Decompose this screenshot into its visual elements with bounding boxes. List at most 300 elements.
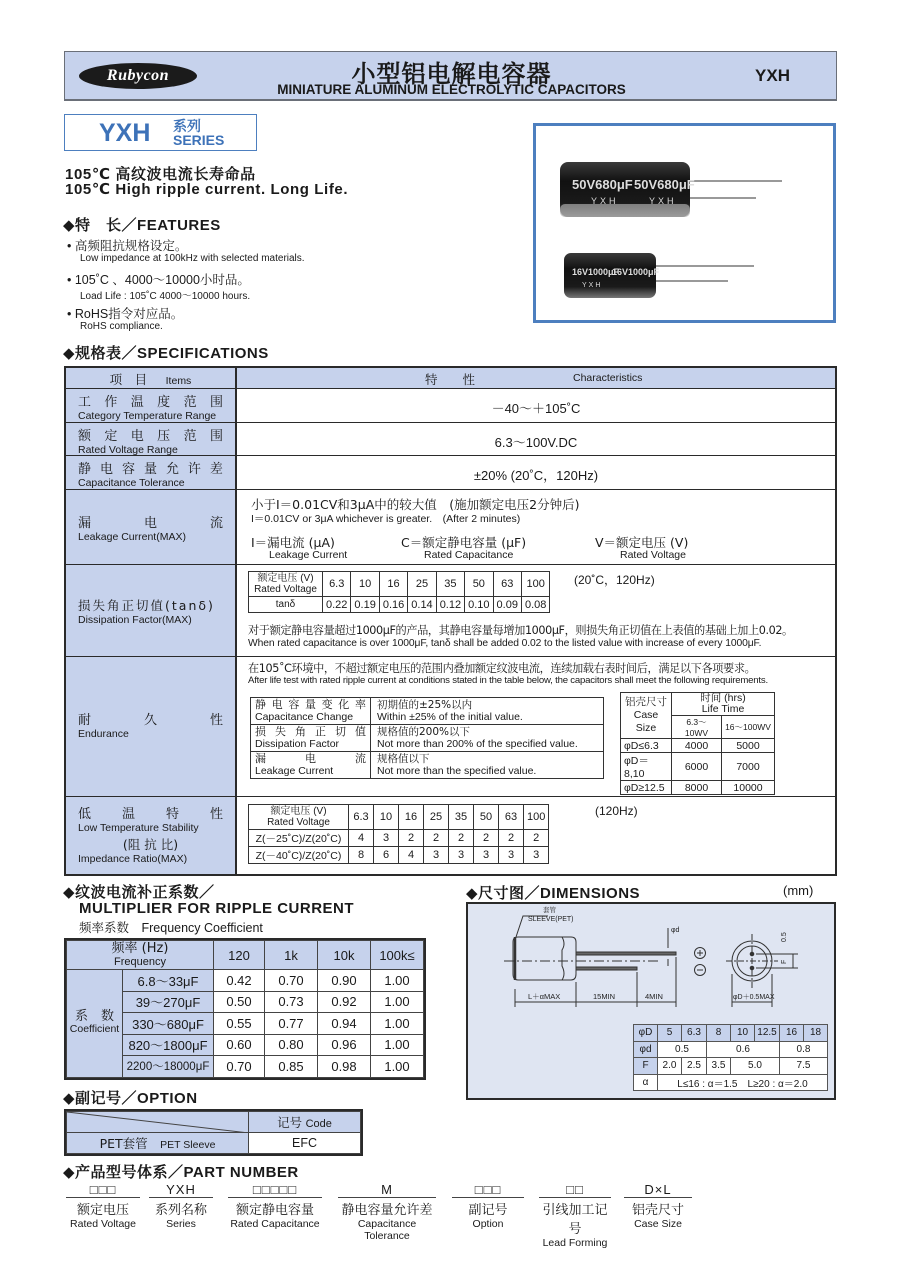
- multiplier-cell: 0.42: [214, 970, 265, 992]
- label-char: 静: [78, 462, 92, 477]
- headline-cn: 105℃ 高纹波电流长寿命品: [65, 166, 256, 183]
- features-title: ◆特 长／FEATURES: [63, 217, 221, 234]
- option-item-en: PET Sleeve: [160, 1139, 216, 1151]
- multiplier-cell: 0.70: [265, 970, 318, 992]
- dissipation-head-cn: 额定电压 (V): [257, 573, 314, 584]
- life-col-low-voltage: 6.3～10WV: [672, 716, 722, 739]
- capacitor-photo-illustration: [536, 126, 833, 320]
- feature-2-en: Load Life : 105˚C 4000～10000 hours.: [80, 291, 251, 302]
- leakage-def-v-en: Rated Voltage: [620, 549, 686, 561]
- dim-pitch-label: F: [634, 1058, 658, 1075]
- label-char: 压: [157, 429, 171, 444]
- multiplier-cell: 0.98: [318, 1056, 371, 1078]
- label-char: 温: [121, 807, 135, 822]
- endurance-label-en: Endurance: [78, 728, 129, 740]
- impedance-ratio-cell: 2: [499, 830, 524, 847]
- dimensions-panel: [466, 902, 836, 1100]
- voltage-cell: 6.3: [349, 805, 374, 830]
- part-number-label-en: Series: [166, 1218, 196, 1230]
- label-char: 量: [143, 462, 157, 477]
- series-box: [64, 114, 257, 151]
- part-number-label-en: Rated Capacitance: [230, 1218, 320, 1230]
- header-banner: [64, 51, 837, 101]
- voltage-cell: 25: [408, 572, 436, 597]
- label-char: 围: [209, 395, 223, 410]
- cap1-marking-repeat: 50V680μF: [634, 177, 695, 192]
- dim-d-label: φD: [634, 1025, 658, 1042]
- length-label: L＋αMAX: [528, 992, 561, 1001]
- multiplier-cell: 0.85: [265, 1056, 318, 1078]
- specifications-table: [64, 366, 837, 876]
- voltage-cell: 10: [351, 572, 379, 597]
- dim-alpha-label: α: [634, 1074, 658, 1091]
- leakage-def-i-en: Leakage Current: [269, 549, 348, 561]
- part-number-field: [228, 1182, 322, 1230]
- multiplier-cell: 0.70: [214, 1056, 265, 1078]
- tolerance-label-cn: [78, 458, 223, 477]
- pitch-10-12-5: 5.0: [731, 1058, 780, 1075]
- feature-2-cn: • 105˚C 、4000～10000小时品。: [67, 273, 250, 287]
- code-header-en: Code: [305, 1118, 332, 1130]
- capacitor-large: [560, 162, 782, 217]
- life-low-voltage-cell: 6000: [672, 753, 722, 781]
- voltage-label-en: Rated Voltage Range: [78, 444, 178, 456]
- voltage-cell: 50: [465, 572, 493, 597]
- cap2-series: YXH: [582, 282, 603, 289]
- tan-delta-cell: 0.22: [323, 597, 351, 613]
- low-temp-label-cn: [78, 803, 223, 822]
- tan-delta-cell: 0.14: [408, 597, 436, 613]
- part-number-label-cn: 额定静电容量: [235, 1203, 314, 1218]
- characteristics-header-en: Characteristics: [573, 372, 643, 384]
- label-char: 耐: [78, 713, 92, 728]
- impedance-ratio-cell: 3: [449, 847, 474, 864]
- impedance-ratio-row: [249, 847, 549, 864]
- part-number-label-cn: 副记号: [468, 1203, 508, 1218]
- case-diameter-cell: 6.3: [682, 1025, 707, 1042]
- impedance-ratio-cell: 2: [524, 830, 549, 847]
- ripple-title-en: MULTIPLIER FOR RIPPLE CURRENT: [79, 900, 355, 917]
- part-number-code: □□: [539, 1182, 611, 1198]
- multiplier-cell: 1.00: [371, 1056, 424, 1078]
- part-number-code: □□□: [66, 1182, 140, 1198]
- case-diameter-cell: 18: [804, 1025, 828, 1042]
- product-photo: [533, 123, 836, 323]
- requirement-row: [251, 752, 604, 779]
- life-row: [621, 753, 775, 781]
- endurance-label-cn: [78, 709, 223, 728]
- low-temp-condition: (120Hz): [595, 804, 638, 818]
- tolerance-value: ±20% (20˚C，120Hz): [473, 468, 599, 483]
- voltage-cell: 25: [424, 805, 449, 830]
- label-char: 容: [121, 462, 135, 477]
- part-number-code: D×L: [624, 1182, 692, 1198]
- part-number-field: [452, 1182, 524, 1230]
- lead1-length-label: 15MIN: [593, 992, 616, 1001]
- impedance-ratio-cell: 4: [349, 830, 374, 847]
- label-char: 工: [78, 395, 92, 410]
- lead-dia-large: 0.8: [780, 1041, 828, 1058]
- tan-delta-cell: 0.19: [351, 597, 379, 613]
- temp-value: －40～＋105˚C: [491, 401, 581, 416]
- case-size-cell: φD＝8,10: [621, 753, 672, 781]
- endurance-intro-en: After life test with rated ripple current at conditions stated in the table below, the capacitors shall meet the following requirements.: [248, 675, 768, 686]
- life-high-voltage-cell: 10000: [722, 781, 775, 795]
- temp-label-en: Category Temperature Range: [78, 410, 217, 422]
- voltage-cell: 16: [379, 572, 407, 597]
- life-high-voltage-cell: 7000: [722, 753, 775, 781]
- impedance-ratio-cell: 2: [449, 830, 474, 847]
- part-number-label-en: Capacitance Tolerance: [357, 1218, 417, 1242]
- dissipation-label-cn: 损失角正切值(tanδ): [78, 598, 215, 613]
- multiplier-cell: 1.00: [371, 991, 424, 1013]
- characteristics-header-cn: 特 性: [425, 372, 476, 387]
- requirement-item: 静 电 容 量 变 化 率 Capacitance Change: [251, 698, 371, 725]
- dim-row-case-diameter: [634, 1025, 828, 1042]
- code-header-cn: 记号: [277, 1115, 303, 1130]
- multiplier-cell: 1.00: [371, 1013, 424, 1035]
- tan-delta-cell: 0.09: [493, 597, 521, 613]
- case-size-cell: φD≤6.3: [621, 739, 672, 753]
- tan-delta-label: tanδ: [249, 597, 323, 613]
- tolerance-label: 0.5: [781, 932, 788, 942]
- leakage-def-c-en: Rated Capacitance: [424, 549, 514, 561]
- series-label-cn: 系列: [173, 119, 201, 135]
- spec-row-endurance: [66, 656, 835, 796]
- label-char: 久: [143, 713, 157, 728]
- multiplier-cell: 0.80: [265, 1034, 318, 1056]
- label-char: 特: [165, 807, 179, 822]
- ripple-row: [67, 970, 424, 992]
- dim-row-alpha: [634, 1074, 828, 1091]
- label-char: 电: [143, 516, 157, 531]
- life-high-voltage-cell: 5000: [722, 739, 775, 753]
- life-row: [621, 781, 775, 795]
- requirement-value: 初期值的±25%以内 Within ±25% of the initial value.: [371, 698, 604, 725]
- series-name: YXH: [99, 119, 151, 147]
- dimensions-title: ◆尺寸图／DIMENSIONS: [466, 885, 641, 902]
- capacitor-small: [564, 253, 754, 298]
- dissipation-table: [248, 571, 550, 613]
- items-header-cn: 项 目: [109, 372, 148, 387]
- spec-row-leakage: [66, 489, 835, 564]
- case-diameter-cell: 16: [780, 1025, 804, 1042]
- impedance-label-en: Impedance Ratio(MAX): [78, 853, 188, 865]
- impedance-ratio-cell: 6: [374, 847, 399, 864]
- part-number-field: [539, 1182, 611, 1249]
- option-title: ◆副记号／OPTION: [63, 1090, 198, 1107]
- leakage-def-i-cn: I＝漏电流 (μA): [251, 535, 335, 550]
- part-number-label-en: Lead Forming: [542, 1237, 608, 1249]
- page-title-cn: 小型铝电解电容器: [351, 60, 552, 88]
- frequency-header: 100k≤: [371, 941, 424, 970]
- feature-1-cn: • 高频阻抗规格设定。: [67, 239, 188, 253]
- multiplier-cell: 0.92: [318, 991, 371, 1013]
- frequency-header: 120: [214, 941, 265, 970]
- life-low-voltage-cell: 4000: [672, 739, 722, 753]
- label-char: 性: [209, 807, 223, 822]
- impedance-ratio-label: Z(－40˚C)/Z(20˚C): [249, 847, 349, 864]
- label-char: 许: [187, 462, 201, 477]
- impedance-label-cn: (阻 抗 比): [122, 837, 179, 852]
- endurance-intro-cn: 在105˚C环境中，不超过额定电压的范围内叠加额定纹波电流，连续加载右表时间后，满足以下各项要求。: [248, 662, 756, 675]
- leakage-def-c-cn: C＝额定静电容量 (μF): [401, 535, 527, 550]
- ripple-subtitle: 频率系数 Frequency Coefficient: [79, 921, 263, 935]
- life-time-table: [620, 692, 775, 795]
- voltage-cell: 35: [436, 572, 464, 597]
- feature-3-en: RoHS compliance.: [80, 321, 163, 332]
- cap2-marking-repeat: 16V1000μF: [612, 267, 660, 277]
- impedance-ratio-cell: 2: [474, 830, 499, 847]
- part-number-code: □□□: [452, 1182, 524, 1198]
- dissipation-condition: (20˚C，120Hz): [574, 573, 655, 587]
- impedance-ratio-row: [249, 830, 549, 847]
- diagonal-divider: [67, 1112, 249, 1133]
- cap1-series: YXH: [591, 196, 619, 206]
- brand-logo: Rubycon: [79, 63, 197, 89]
- voltage-value: 6.3～100V.DC: [494, 435, 578, 450]
- option-table: [64, 1109, 363, 1156]
- requirement-row: [251, 698, 604, 725]
- life-time-en: Life Time: [701, 703, 745, 715]
- part-number-code: □□□□□: [228, 1182, 322, 1198]
- headline-en: 105℃ High ripple current. Long Life.: [65, 181, 349, 198]
- label-char: 低: [78, 807, 92, 822]
- part-number-code: M: [338, 1182, 436, 1198]
- part-number-field: [338, 1182, 436, 1242]
- pitch-label: F: [781, 959, 788, 964]
- multiplier-cell: 0.96: [318, 1034, 371, 1056]
- capacitance-range: 820～1800μF: [123, 1034, 214, 1056]
- impedance-ratio-cell: 4: [399, 847, 424, 864]
- lead-diameter-label: φd: [671, 927, 680, 934]
- label-char: 差: [209, 462, 223, 477]
- series-label-en: SERIES: [173, 132, 225, 148]
- part-number-title: ◆产品型号体系／PART NUMBER: [63, 1164, 299, 1181]
- spec-row-temperature: [66, 388, 835, 422]
- part-number-label-cn: 静电容量允许差: [341, 1203, 433, 1218]
- label-char: 电: [99, 462, 113, 477]
- label-char: 允: [165, 462, 179, 477]
- frequency-label-cn: 频率 (Hz): [111, 941, 169, 956]
- tan-delta-cell: 0.10: [465, 597, 493, 613]
- impedance-ratio-cell: 3: [499, 847, 524, 864]
- frequency-header: 10k: [318, 941, 371, 970]
- endurance-requirements-table: [250, 697, 604, 779]
- label-char: 定: [104, 429, 118, 444]
- lead-dia-small: 0.5: [658, 1041, 707, 1058]
- requirement-value: 规格值以下 Not more than the specified value.: [371, 752, 604, 779]
- dissipation-voltage-row: [249, 572, 550, 597]
- pitch-6-3: 2.5: [682, 1058, 707, 1075]
- multiplier-cell: 0.50: [214, 991, 265, 1013]
- part-number-field: [149, 1182, 213, 1230]
- requirement-row: [251, 725, 604, 752]
- voltage-cell: 6.3: [323, 572, 351, 597]
- sleeve-label-en: SLEEVE(PET): [528, 916, 574, 923]
- tan-delta-cell: 0.08: [521, 597, 549, 613]
- part-number-label-en: Option: [472, 1218, 504, 1230]
- specifications-title: ◆规格表／SPECIFICATIONS: [63, 345, 269, 362]
- impedance-ratio-cell: 3: [424, 847, 449, 864]
- voltage-cell: 63: [493, 572, 521, 597]
- low-temp-head-en: Rated Voltage: [267, 817, 330, 828]
- case-diameter-cell: 8: [707, 1025, 731, 1042]
- lead2-length-label: 4MIN: [645, 992, 663, 1001]
- option-item-cn: PET套管: [99, 1136, 148, 1151]
- items-header-en: Items: [165, 375, 192, 387]
- spec-header-row: [66, 368, 835, 388]
- frequency-label-en: Frequency: [114, 956, 166, 968]
- low-temp-label-en: Low Temperature Stability: [78, 822, 199, 834]
- life-low-voltage-cell: 8000: [672, 781, 722, 795]
- ripple-multiplier-table: [64, 938, 426, 1080]
- label-char: 性: [209, 713, 223, 728]
- impedance-ratio-cell: 2: [424, 830, 449, 847]
- feature-3-cn: • RoHS指令对应品。: [67, 307, 184, 321]
- dimension-drawing: [468, 904, 834, 1022]
- multiplier-cell: 0.94: [318, 1013, 371, 1035]
- label-char: 温: [130, 395, 144, 410]
- sleeve-label-cn: 套管: [543, 907, 556, 914]
- life-time-cn: 时间 (hrs): [700, 692, 746, 704]
- outer-diameter-label: φD＋0.5MAX: [733, 994, 775, 1001]
- feature-1-en: Low impedance at 100kHz with selected materials.: [80, 253, 305, 264]
- impedance-ratio-cell: 3: [524, 847, 549, 864]
- part-number-label-en: Rated Voltage: [70, 1218, 136, 1230]
- multiplier-cell: 1.00: [371, 970, 424, 992]
- label-char: 额: [78, 429, 92, 444]
- option-row-pet-sleeve: [67, 1133, 361, 1154]
- spec-row-voltage: [66, 422, 835, 455]
- capacitance-range: 39～270μF: [123, 991, 214, 1013]
- voltage-cell: 35: [449, 805, 474, 830]
- part-number-label-en: Case Size: [634, 1218, 682, 1230]
- tan-delta-cell: 0.12: [436, 597, 464, 613]
- leakage-label-cn: [78, 512, 223, 531]
- part-number-label-cn: 引线加工记号: [542, 1203, 608, 1237]
- label-char: 围: [209, 429, 223, 444]
- impedance-ratio-cell: 3: [374, 830, 399, 847]
- part-number-label-cn: 额定电压: [76, 1203, 129, 1218]
- pitch-16-18: 7.5: [780, 1058, 828, 1075]
- label-char: 电: [130, 429, 144, 444]
- voltage-cell: 50: [474, 805, 499, 830]
- pitch-8: 3.5: [707, 1058, 731, 1075]
- part-number-label-cn: 铝壳尺寸: [631, 1203, 684, 1218]
- case-size-cell: φD≥12.5: [621, 781, 672, 795]
- case-size-en: Case Size: [633, 709, 659, 734]
- voltage-cell: 100: [521, 572, 549, 597]
- label-char: 流: [209, 516, 223, 531]
- voltage-cell: 100: [524, 805, 549, 830]
- option-code: EFC: [249, 1133, 361, 1154]
- multiplier-cell: 0.73: [265, 991, 318, 1013]
- leakage-formula-cn: 小于I＝0.01CV和3μA中的较大值 (施加额定电压2分钟后): [251, 497, 580, 512]
- voltage-cell: 63: [499, 805, 524, 830]
- ripple-header-row: [67, 941, 424, 970]
- lead-dia-mid: 0.6: [707, 1041, 780, 1058]
- life-col-high-voltage: 16～100WV: [722, 716, 775, 739]
- label-char: 范: [183, 429, 197, 444]
- requirement-item: 漏 电 流 Leakage Current: [251, 752, 371, 779]
- part-number-label-cn: 系列名称: [154, 1203, 207, 1218]
- pitch-5: 2.0: [658, 1058, 682, 1075]
- impedance-ratio-label: Z(－25˚C)/Z(20˚C): [249, 830, 349, 847]
- voltage-label-cn: [78, 425, 223, 444]
- requirement-value: 规格值的200%以下 Not more than 200% of the specified value.: [371, 725, 604, 752]
- part-number-code: YXH: [149, 1182, 213, 1198]
- page-title-en: MINIATURE ALUMINUM ELECTROLYTIC CAPACITORS: [277, 82, 626, 97]
- frequency-header: 1k: [265, 941, 318, 970]
- case-size-cn: 铝壳尺寸: [625, 696, 667, 708]
- case-diameter-cell: 5: [658, 1025, 682, 1042]
- part-number-field: [66, 1182, 140, 1230]
- series-code: YXH: [755, 66, 790, 85]
- multiplier-cell: 0.77: [265, 1013, 318, 1035]
- dim-lead-label: φd: [634, 1041, 658, 1058]
- cap2-marking: 16V1000μF: [572, 267, 620, 277]
- label-char: 漏: [78, 516, 92, 531]
- dissipation-tan-row: [249, 597, 550, 613]
- multiplier-cell: 0.90: [318, 970, 371, 992]
- multiplier-cell: 0.60: [214, 1034, 265, 1056]
- leakage-label-en: Leakage Current(MAX): [78, 531, 186, 543]
- dimensions-unit: (mm): [783, 883, 814, 898]
- capacitance-range: 6.8～33μF: [123, 970, 214, 992]
- leakage-def-v-cn: V＝额定电压 (V): [595, 535, 689, 550]
- tan-delta-cell: 0.16: [379, 597, 407, 613]
- dissipation-note-cn: 对于额定静电容量超过1000μF的产品，其静电容量每增加1000μF，则损失角正切值在上表值的基础上加上0.02。: [248, 624, 793, 637]
- voltage-cell: 10: [374, 805, 399, 830]
- part-number-field: [624, 1182, 692, 1230]
- label-char: 作: [104, 395, 118, 410]
- requirement-item: 损 失 角 正 切 值 Dissipation Factor: [251, 725, 371, 752]
- spec-row-low-temperature: [66, 796, 835, 874]
- life-row: [621, 739, 775, 753]
- dimensions-table: [633, 1024, 828, 1091]
- label-char: 度: [157, 395, 171, 410]
- alpha-value: L≤16 : α＝1.5 L≥20 : α＝2.0: [658, 1074, 828, 1091]
- dissipation-head-en: Rated Voltage: [254, 584, 317, 595]
- capacitance-range: 330～680μF: [123, 1013, 214, 1035]
- dim-row-pitch: [634, 1058, 828, 1075]
- low-temp-head-cn: 额定电压 (V): [270, 806, 327, 817]
- spec-row-tolerance: [66, 455, 835, 489]
- case-diameter-cell: 12.5: [755, 1025, 780, 1042]
- voltage-cell: 16: [399, 805, 424, 830]
- spec-row-dissipation: [66, 564, 835, 656]
- multiplier-cell: 0.55: [214, 1013, 265, 1035]
- coefficient-label: 系 数 Coefficient: [67, 970, 123, 1078]
- dissipation-note-en: When rated capacitance is over 1000μF, tanδ shall be added 0.02 to the listed value with increase of every 1000μF.: [248, 638, 762, 649]
- cap1-series-repeat: YXH: [649, 196, 677, 206]
- label-char: 范: [183, 395, 197, 410]
- multiplier-cell: 1.00: [371, 1034, 424, 1056]
- capacitance-range: 2200～18000μF: [123, 1056, 214, 1078]
- impedance-ratio-cell: 2: [399, 830, 424, 847]
- dissipation-label-en: Dissipation Factor(MAX): [78, 614, 192, 626]
- impedance-ratio-cell: 3: [474, 847, 499, 864]
- tolerance-label-en: Capacitance Tolerance: [78, 477, 185, 489]
- impedance-ratio-cell: 8: [349, 847, 374, 864]
- temp-label-cn: [78, 391, 223, 410]
- leakage-formula-en: I＝0.01CV or 3μA whichever is greater. (After 2 minutes): [251, 513, 521, 525]
- cap1-marking: 50V680μF: [572, 177, 633, 192]
- dim-row-lead-diameter: [634, 1041, 828, 1058]
- case-diameter-cell: 10: [731, 1025, 755, 1042]
- low-temp-table: [248, 804, 549, 864]
